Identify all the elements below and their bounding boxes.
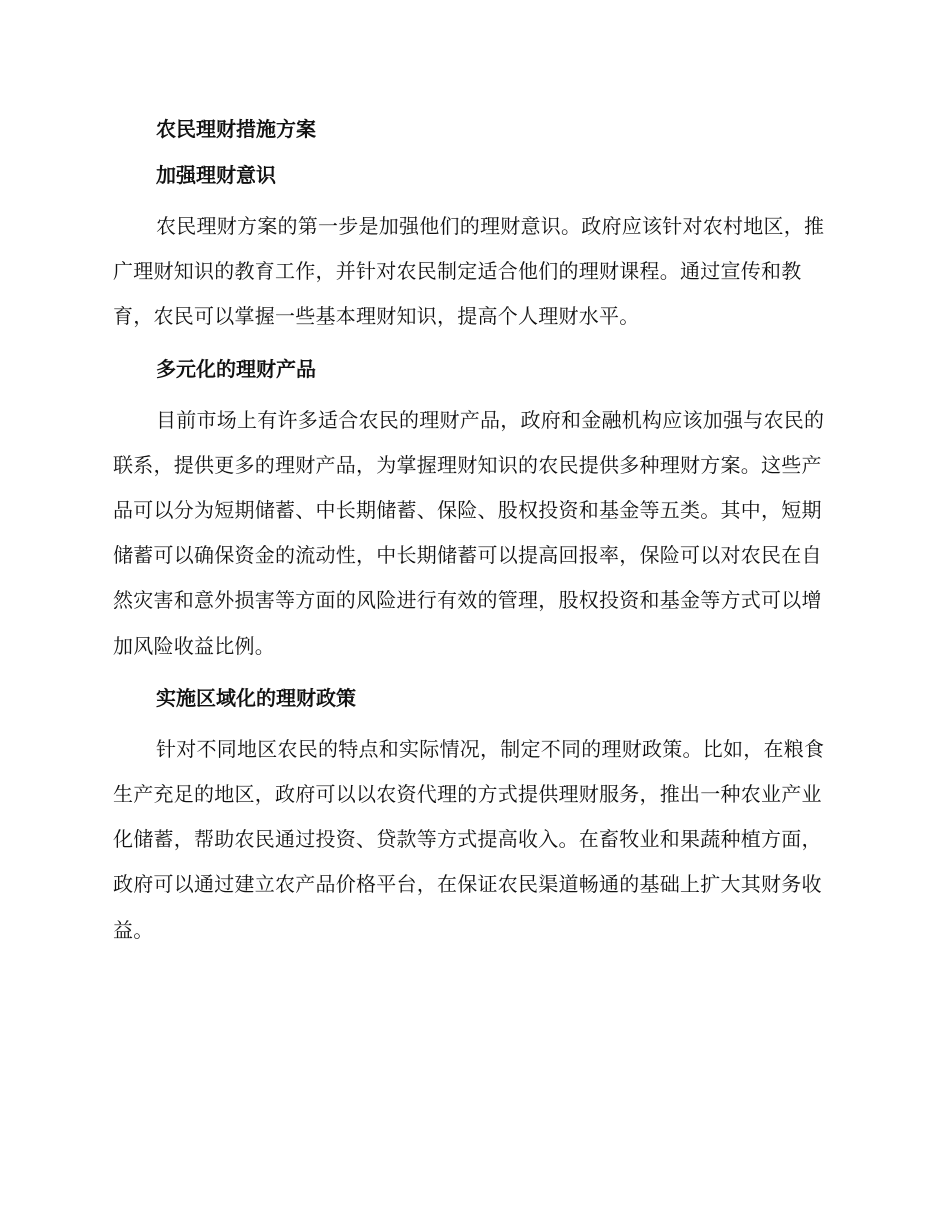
section-paragraph-regional-policy: 针对不同地区农民的特点和实际情况，制定不同的理财政策。比如，在粮食生产充足的地区，政府可以以农资代理的方式提供理财服务，推出一种农业产业化储蓄，帮助农民通过投资、贷款等方式提高收入。在畜牧业和果蔬种植方面，政府可以通过建立农产品价格平台，在保证农民渠道畅通的基础上扩大其财务收益。 (113, 736, 825, 942)
document-title: 农民理财措施方案 (156, 117, 316, 141)
section-heading-products: 多元化的理财产品 (156, 356, 316, 381)
section-heading-regional-policy: 实施区域化的理财政策 (156, 685, 356, 710)
section-paragraph-awareness: 农民理财方案的第一步是加强他们的理财意识。政府应该针对农村地区，推广理财知识的教育工作，并针对农民制定适合他们的理财课程。通过宣传和教育，农民可以掌握一些基本理财知识，提高个人理财水平。 (113, 214, 825, 329)
section-paragraph-products: 目前市场上有许多适合农民的理财产品，政府和金融机构应该加强与农民的联系，提供更多的理财产品，为掌握理财知识的农民提供多种理财方案。这些产品可以分为短期储蓄、中长期储蓄、保险、股权投资和基金等五类。其中，短期储蓄可以确保资金的流动性，中长期储蓄可以提高回报率，保险可以对农民在自然灾害和意外损害等方面的风险进行有效的管理，股权投资和基金等方式可以增加风险收益比例。 (113, 407, 825, 658)
document-page (113, 112, 831, 953)
section-heading-awareness: 加强理财意识 (156, 163, 276, 187)
